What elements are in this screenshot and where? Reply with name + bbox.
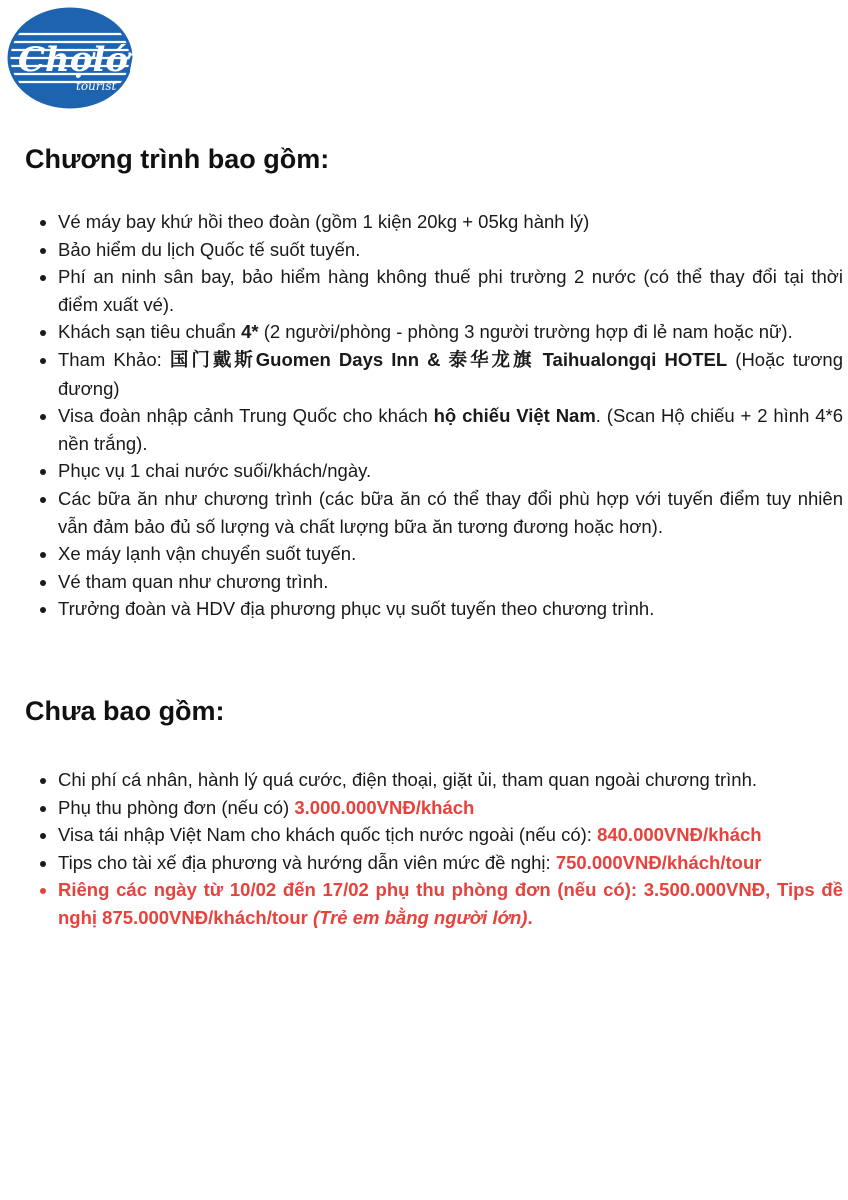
included-heading: Chương trình bao gồm:: [25, 144, 330, 174]
list-item: • Phục vụ 1 chai nước suối/khách/ngày.: [58, 457, 843, 485]
list-item: • Visa đoàn nhập cảnh Trung Quốc cho khách hộ chiếu Việt Nam. (Scan Hộ chiếu + 2 hình 4*6 nền trắng).: [58, 402, 843, 457]
excluded-heading: Chưa bao gồm:: [25, 696, 225, 726]
price-tips: 750.000VNĐ/khách/tour: [555, 851, 762, 873]
svg-text:tourist: tourist: [76, 79, 117, 93]
list-item: • Trưởng đoàn và HDV địa phương phục vụ suốt tuyến theo chương trình.: [58, 595, 843, 623]
price-single-room: 3.000.000VNĐ/khách: [294, 796, 475, 818]
list-item: • Tham Khảo: 国门戴斯Guomen Days Inn & 泰华龙旗 Taihualongqi HOTEL (Hoặc tương đương): [58, 346, 843, 402]
excluded-list: [38, 766, 843, 932]
list-item: • Vé tham quan như chương trình.: [58, 568, 843, 596]
price-visa-reentry: 840.000VNĐ/khách: [597, 824, 762, 846]
cholon-tourist-logo-icon: [8, 8, 153, 108]
list-item-holiday-surcharge: • Riêng các ngày từ 10/02 đến 17/02 phụ thu phòng đơn (nếu có): 3.500.000VNĐ, Tips đề nghị 875.000VNĐ/khách/tour (Trẻ em bằng người lớn).: [58, 876, 843, 931]
list-item: • Phí an ninh sân bay, bảo hiểm hàng không thuế phi trường 2 nước (có thể thay đổi tại thời điểm xuất vé).: [58, 263, 843, 318]
list-item: • Khách sạn tiêu chuẩn 4* (2 người/phòng - phòng 3 người trường hợp đi lẻ nam hoặc nữ).: [58, 318, 843, 346]
list-item: • Các bữa ăn như chương trình (các bữa ăn có thể thay đổi phù hợp với tuyến điểm tuy nhiên vẫn đảm bảo đủ số lượng và chất lượng bữa ăn tương đương hoặc hơn).: [58, 485, 843, 540]
list-item: • Xe máy lạnh vận chuyển suốt tuyến.: [58, 540, 843, 568]
list-item: • Vé máy bay khứ hồi theo đoàn (gồm 1 kiện 20kg + 05kg hành lý): [58, 208, 843, 236]
list-item: • Phụ thu phòng đơn (nếu có) 3.000.000VNĐ/khách: [58, 794, 843, 822]
company-logo: [8, 8, 153, 108]
list-item: • Tips cho tài xế địa phương và hướng dẫn viên mức đề nghị: 750.000VNĐ/khách/tour: [58, 849, 843, 877]
list-item: • Bảo hiểm du lịch Quốc tế suốt tuyến.: [58, 236, 843, 264]
included-list: [38, 208, 843, 623]
list-item: • Chi phí cá nhân, hành lý quá cước, điện thoại, giặt ủi, tham quan ngoài chương trình.: [58, 766, 843, 794]
list-item: • Visa tái nhập Việt Nam cho khách quốc tịch nước ngoài (nếu có): 840.000VNĐ/khách: [58, 821, 843, 849]
svg-text:Chợlớn: Chợlớn: [18, 40, 153, 80]
